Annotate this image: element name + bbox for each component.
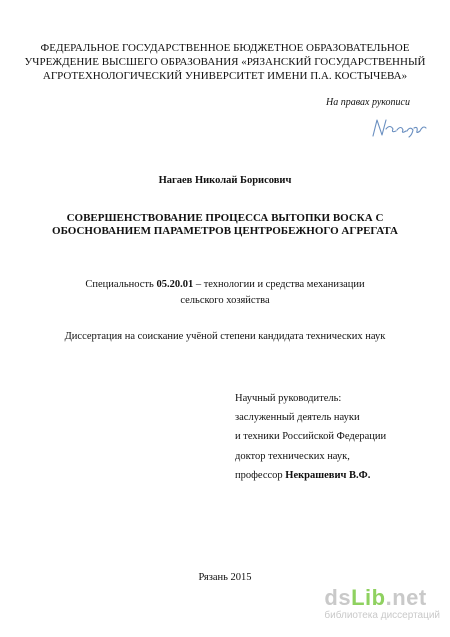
organization-line-1: ФЕДЕРАЛЬНОЕ ГОСУДАРСТВЕННОЕ БЮДЖЕТНОЕ ОБРАЗОВАТЕЛЬНОЕ	[40, 42, 410, 54]
author-name: Нагаев Николай Борисович	[158, 175, 292, 186]
title-line-1: СОВЕРШЕНСТВОВАНИЕ ПРОЦЕССА ВЫТОПКИ ВОСКА С	[66, 212, 384, 224]
advisor-name-line	[235, 466, 386, 485]
author-signature	[370, 116, 428, 140]
specialty-prefix: Специальность	[85, 279, 157, 290]
dissertation-note: Диссертация на соискание учёной степени кандидата технических наук	[64, 331, 386, 342]
dissertation-title	[0, 212, 450, 238]
organization-line-2: УЧРЕЖДЕНИЕ ВЫСШЕГО ОБРАЗОВАНИЯ «РЯЗАНСКИЙ ГОСУДАРСТВЕННЫЙ	[24, 56, 426, 68]
title-line-2: ОБОСНОВАНИЕМ ПАРАМЕТРОВ ЦЕНТРОБЕЖНОГО АГРЕГАТА	[52, 225, 398, 237]
scientific-advisor-block	[235, 389, 386, 485]
advisor-line-1: заслуженный деятель науки	[235, 412, 360, 424]
watermark-tagline: библиотека диссертаций	[324, 610, 440, 621]
advisor-name: Некрашевич В.Ф.	[285, 469, 371, 481]
specialty-line-2: сельского хозяйства	[180, 295, 270, 306]
logo-net: .net	[385, 585, 427, 610]
specialty-suffix: – технологии и средства механизации	[193, 279, 365, 290]
advisor-line-3: доктор технических наук,	[235, 450, 350, 462]
specialty-code: 05.20.01	[156, 279, 194, 290]
logo-lib: Lib	[351, 585, 386, 610]
specialty-line	[0, 279, 450, 290]
dslib-logo	[324, 586, 440, 610]
advisor-prefix: профессор	[235, 469, 286, 481]
logo-ds: ds	[324, 585, 352, 610]
manuscript-rights-note: На правах рукописи	[326, 97, 410, 108]
advisor-line-2: и техники Российской Федерации	[235, 431, 387, 443]
organization-header	[0, 41, 450, 83]
dslib-watermark	[324, 586, 440, 622]
advisor-role: Научный руководитель:	[235, 393, 342, 404]
organization-line-3: АГРОТЕХНОЛОГИЧЕСКИЙ УНИВЕРСИТЕТ ИМЕНИ П.А. КОСТЫЧЕВА»	[42, 70, 408, 82]
city-year: Рязань 2015	[198, 572, 252, 583]
